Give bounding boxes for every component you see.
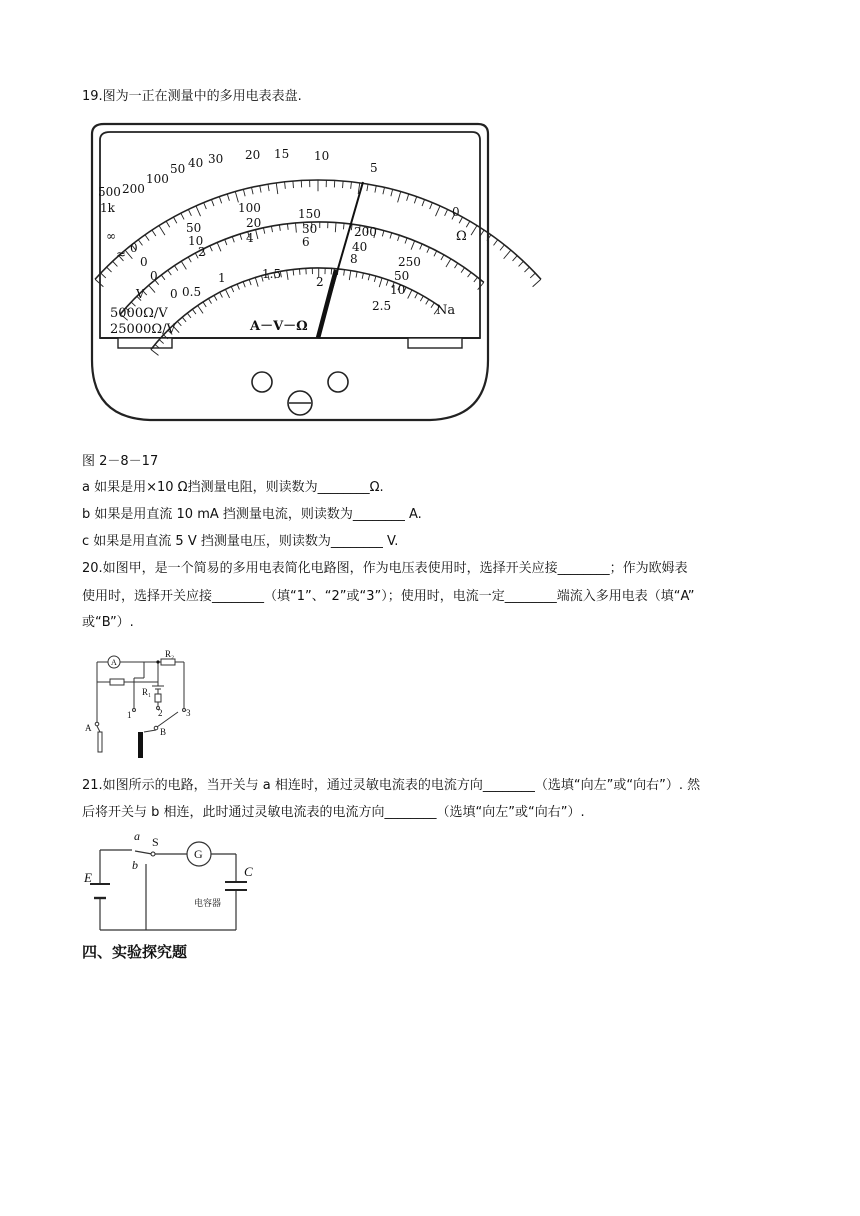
switch-pos-b: b — [132, 858, 138, 872]
q21-line1: 21.如图所示的电路，当开关与 a 相连时，通过灵敏电流表的电流方向________（选填“向左”或“向右”）. 然 — [82, 778, 701, 793]
sens-5000: 5000Ω/V — [110, 306, 168, 321]
ohm-tick-10: 10 — [314, 149, 330, 163]
dc-zero-2: 0 — [140, 255, 148, 269]
ohm-scale-arc-tick — [494, 240, 498, 246]
ohm-tick-15: 15 — [274, 147, 290, 161]
battery-label: E — [84, 870, 92, 885]
ohm-tick-50: 50 — [170, 162, 186, 176]
terminal-a-label: A — [85, 723, 92, 733]
ohm-tick-1k: 1k — [100, 201, 115, 215]
q19-stem: 19.图为一正在测量中的多用电表表盘. — [82, 89, 302, 104]
dc-tick-2: 2 — [198, 245, 206, 259]
ohm-tick-500: 500 — [98, 185, 121, 199]
ac-scale-arc-tick — [299, 269, 300, 275]
ac-tick-1: 1 — [218, 271, 226, 285]
ohm-scale-arc-tick — [533, 279, 541, 286]
dc-tick-40: 40 — [352, 240, 368, 254]
ohm-unit: Ω — [456, 229, 467, 244]
r2-label: R₂ — [165, 649, 175, 659]
q19-part-a: a 如果是用×10 Ω挡测量电阻，则读数为________Ω. — [82, 480, 384, 495]
capacitor-caption: 电容器 — [194, 898, 222, 908]
ohm-scale-arc-tick — [519, 261, 524, 266]
v-mark: V — [136, 287, 145, 301]
ohm-scale-arc-tick — [513, 256, 518, 261]
multimeter-circuit-diagram — [84, 648, 194, 764]
ac-tick-1.5: 1.5 — [262, 267, 282, 281]
section-4-heading: 四、实验探究题 — [82, 943, 188, 961]
terminal-3-label: 3 — [186, 708, 191, 718]
ohm-tick-5: 5 — [370, 161, 378, 175]
q19-part-c: c 如果是用直流 5 V 挡测量电压，则读数为________ V. — [82, 534, 399, 549]
dc-tick-150: 150 — [298, 207, 321, 221]
multimeter-dial-figure — [90, 120, 490, 436]
dc-tick-50b: 50 — [394, 269, 410, 283]
dc-tick-50: 50 — [186, 221, 202, 235]
ohm-tick-20: 20 — [245, 148, 261, 162]
dc-zero-4: 0 — [170, 287, 178, 301]
ammeter-label: A — [111, 658, 117, 667]
ac-tick-2: 2 — [316, 275, 324, 289]
sens-25000: 25000Ω/V — [110, 322, 176, 337]
ohm-scale-arc-tick — [500, 245, 504, 250]
terminal-1-label: 1 — [127, 710, 132, 720]
dc-tick-4: 4 — [246, 231, 254, 245]
ohm-tick-30: 30 — [208, 152, 224, 166]
dc-tick-20: 20 — [246, 216, 262, 230]
terminal-b-label: B — [160, 727, 167, 737]
dc-zero-1: 0 — [130, 241, 138, 255]
q19-part-b: b 如果是用直流 10 mA 挡测量电流，则读数为________ A. — [82, 507, 422, 522]
ohm-tick-100: 100 — [146, 172, 169, 186]
dc-tick-100: 100 — [238, 201, 261, 215]
avo-label: A－V－Ω — [250, 319, 308, 334]
q21-line2: 后将开关与 b 相连，此时通过灵敏电流表的电流方向________（选填“向左”或“向右”）. — [82, 805, 585, 820]
ohm-tick-0: 0 — [452, 205, 460, 219]
dc-tick-250: 250 — [398, 255, 421, 269]
galvanometer-label: G — [194, 847, 203, 861]
ohm-scale-arc-tick — [530, 273, 535, 278]
ohm-scale-arc-tick — [343, 181, 344, 188]
ohm-scale-arc-tick — [293, 181, 294, 188]
ohm-scale-arc-tick — [524, 267, 529, 272]
q20-line3: 或“B”）. — [82, 615, 134, 630]
q19-figure-caption: 图 2－8－17 — [82, 454, 159, 469]
q20-line2: 使用时，选择开关应接________（填“1”、“2”或“3”）；使用时，电流一定________端流入多用电表（填“A” — [82, 589, 695, 604]
dc-tick-6: 6 — [302, 235, 310, 249]
ohm-tick-40: 40 — [188, 156, 204, 170]
dc-tick-10: 10 — [188, 234, 204, 248]
switch-pos-a: a — [134, 829, 140, 843]
dc-scale-arc-tick — [343, 223, 344, 229]
dc-tick-200: 200 — [354, 225, 377, 239]
dc-zero-3: 0 — [150, 269, 158, 283]
dc-tick-10b: 10 — [390, 283, 406, 297]
na-label: Na — [436, 303, 456, 318]
ac-tick-2.5: 2.5 — [372, 299, 392, 313]
switch-label: S — [152, 835, 159, 849]
ohm-tick-200: 200 — [122, 182, 145, 196]
ohm-scale-arc-tick — [504, 250, 511, 259]
infinity-mark: ∞ — [106, 229, 116, 243]
capacitor-circuit-diagram — [82, 826, 262, 936]
dc-tick-30: 30 — [302, 222, 318, 236]
dc-tick-8: 8 — [350, 252, 358, 266]
ac-tick-0.5: 0.5 — [182, 285, 202, 299]
r1-label: R₁ — [142, 687, 152, 697]
capacitor-label: C — [244, 864, 253, 879]
q20-line1: 20.如图甲，是一个简易的多用电表简化电路图，作为电压表使用时，选择开关应接________；作为欧姆表 — [82, 561, 688, 576]
terminal-2-label: 2 — [158, 708, 163, 718]
ac-mark: ≈ — [116, 247, 127, 261]
